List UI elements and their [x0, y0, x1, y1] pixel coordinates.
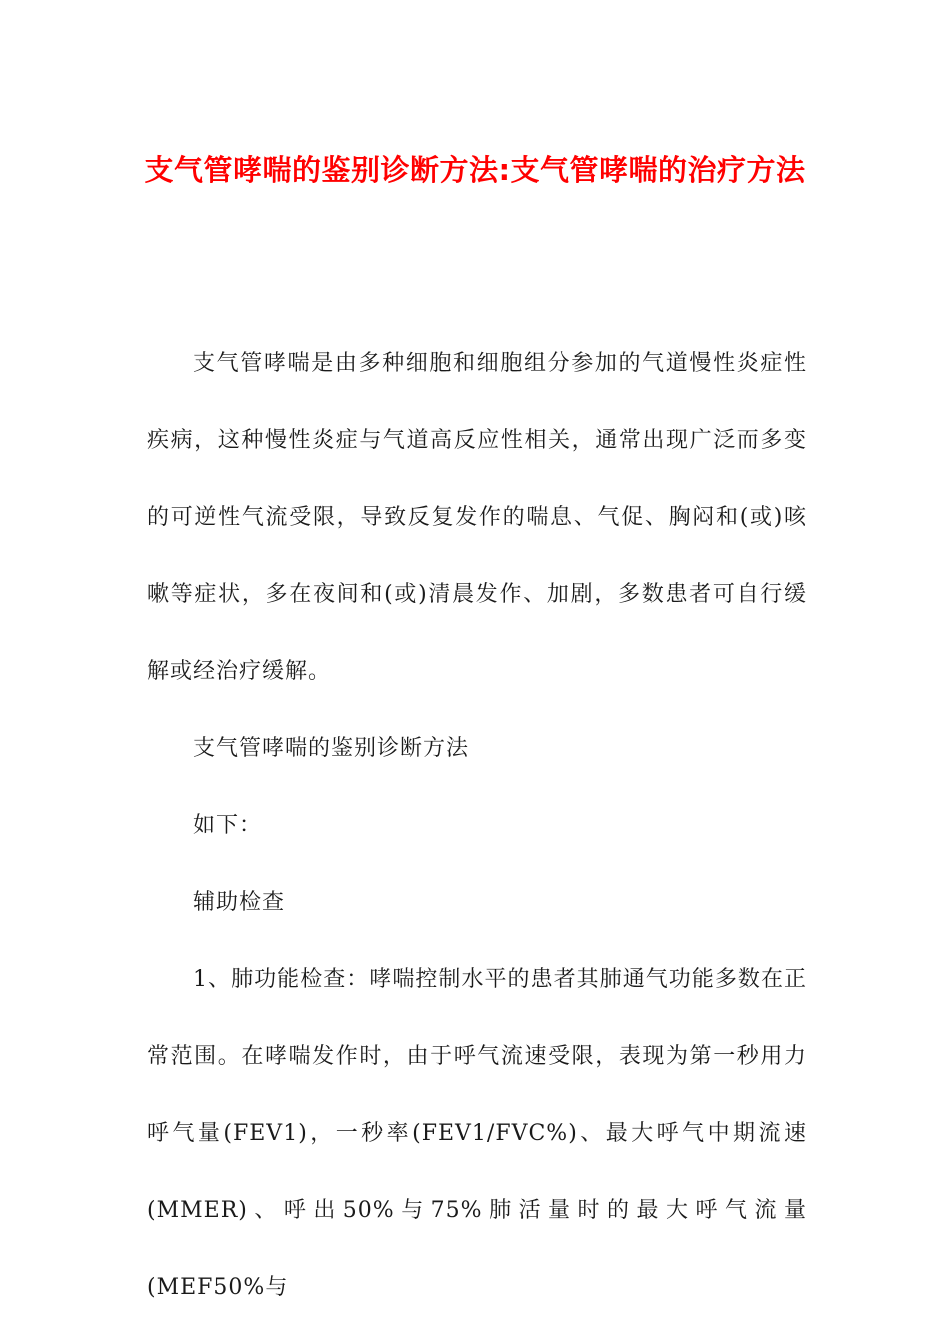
document-body	[147, 325, 807, 1326]
paragraph-section-heading: 支气管哮喘的鉴别诊断方法	[193, 736, 470, 761]
paragraph-as-follows: 如下：	[193, 813, 263, 838]
paragraph-lung-function: 1、肺功能检查：哮喘控制水平的患者其肺通气功能多数在正常范围。在哮喘发作时，由于呼气流速受限，表现为第一秒用力呼气量(FEV1)，一秒率(FEV1/FVC%)、最大呼气中期流速(MMER)、呼出50%与75%肺活量时的最大呼气流量(MEF50%与	[147, 967, 807, 1300]
document-title: 支气管哮喘的鉴别诊断方法:支气管哮喘的治疗方法	[144, 153, 806, 187]
paragraph-intro: 支气管哮喘是由多种细胞和细胞组分参加的气道慢性炎症性疾病，这种慢性炎症与气道高反应性相关，通常出现广泛而多变的可逆性气流受限，导致反复发作的喘息、气促、胸闷和(或)咳嗽等症状，多在夜间和(或)清晨发作、加剧，多数患者可自行缓解或经治疗缓解。	[147, 351, 807, 684]
paragraph-auxiliary-exam: 辅助检查	[193, 890, 286, 915]
